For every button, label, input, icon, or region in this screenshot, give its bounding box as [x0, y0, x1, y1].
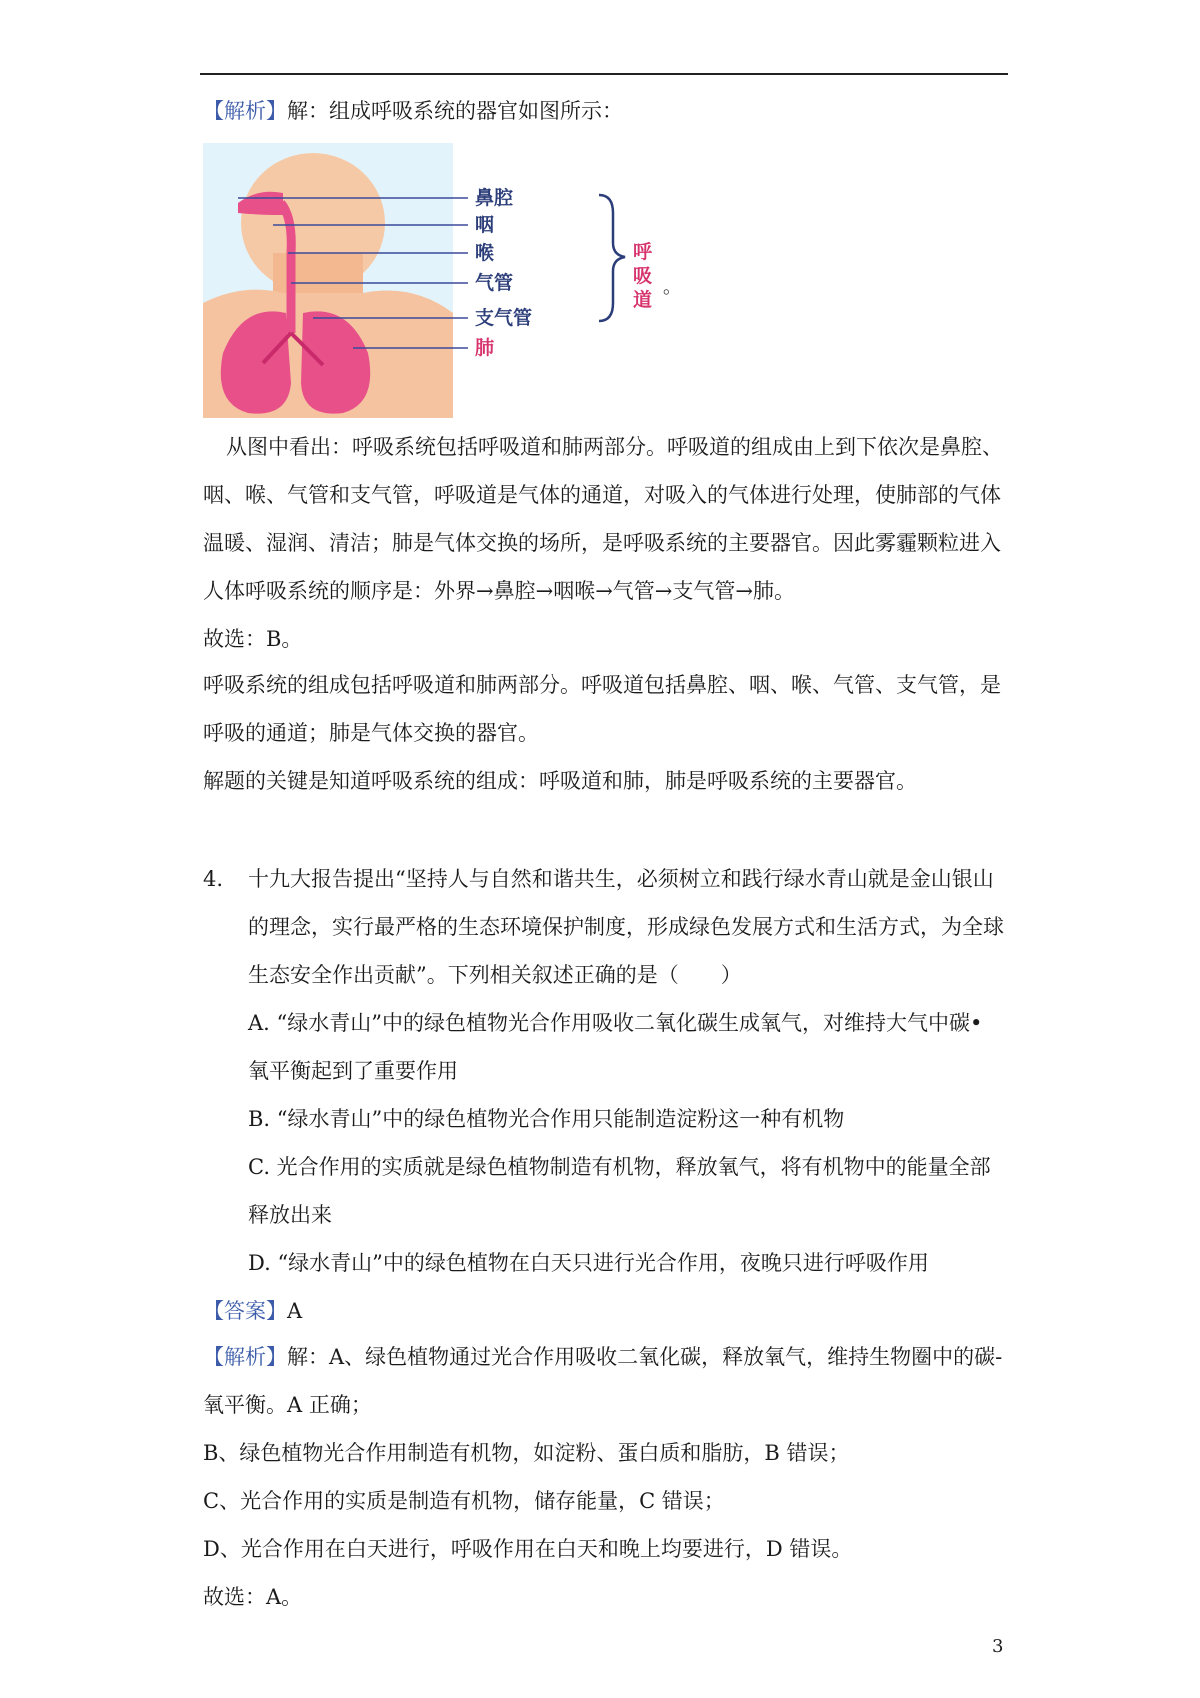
figure-label-bronchus: 支气管 [475, 307, 533, 329]
respiratory-system-figure [203, 143, 681, 418]
figure-trailing-period: 。 [663, 277, 681, 298]
answer-tag: 【答案】 [203, 1299, 287, 1323]
header-rule [200, 73, 1008, 75]
analysis2-line: D、光合作用在白天进行，呼吸作用在白天和晚上均要进行，D 错误。 [203, 1537, 853, 1561]
analysis2-line: 氧平衡。A 正确； [203, 1393, 372, 1417]
answer-value: A [287, 1299, 303, 1323]
analysis2-tag: 【解析】 [203, 1345, 287, 1369]
option-a-continued: 氧平衡起到了重要作用 [248, 1059, 458, 1083]
paragraph-line: 人体呼吸系统的顺序是：外界→鼻腔→咽喉→气管→支气管→肺。 [203, 579, 795, 603]
figure-label-nasal: 鼻腔 [475, 187, 514, 209]
question-stem-line: 生态安全作出贡献”。下列相关叙述正确的是（ ） [248, 963, 742, 987]
summary-line: 呼吸系统的组成包括呼吸道和肺两部分。呼吸道包括鼻腔、咽、喉、气管、支气管，是 [203, 673, 1001, 697]
page-number: 3 [992, 1636, 1004, 1657]
option-d: D. “绿水青山”中的绿色植物在白天只进行光合作用，夜晚只进行呼吸作用 [248, 1251, 929, 1275]
question-stem-line: 十九大报告提出“坚持人与自然和谐共生，必须树立和践行绿水青山就是金山银山 [248, 867, 994, 891]
nasal-cavity-shape [238, 192, 283, 215]
answer-line [203, 1296, 302, 1326]
figure-label-trachea: 气管 [475, 272, 514, 294]
analysis-tag: 【解析】 [203, 99, 287, 123]
analysis2-line: B、绿色植物光合作用制造有机物，如淀粉、蛋白质和脂肪，B 错误； [203, 1441, 850, 1465]
paragraph-line: 温暖、湿润、清洁；肺是气体交换的场所，是呼吸系统的主要器官。因此雾霾颗粒进入 [203, 531, 1001, 555]
figure-label-pharynx: 咽 [475, 214, 495, 236]
key-point-line: 解题的关键是知道呼吸系统的组成：呼吸道和肺，肺是呼吸系统的主要器官。 [203, 769, 917, 793]
figure-label-larynx: 喉 [475, 242, 495, 264]
option-c-continued: 释放出来 [248, 1203, 332, 1227]
figure-label-airway: 呼吸道 [633, 241, 653, 311]
paragraph-line: 咽、喉、气管和支气管，呼吸道是气体的通道，对吸入的气体进行处理，使肺部的气体 [203, 483, 1001, 507]
respiratory-illustration [203, 143, 661, 418]
brace-shape [599, 195, 625, 321]
analysis-text: 解：组成呼吸系统的器官如图所示： [287, 99, 623, 123]
option-b: B. “绿水青山”中的绿色植物光合作用只能制造淀粉这一种有机物 [248, 1107, 845, 1131]
question-number: 4. [203, 867, 224, 891]
option-a: A. “绿水青山”中的绿色植物光合作用吸收二氧化碳生成氧气，对维持大气中碳• [248, 1011, 983, 1035]
analysis-line [203, 96, 623, 126]
paragraph-line: 从图中看出：呼吸系统包括呼吸道和肺两部分。呼吸道的组成由上到下依次是鼻腔、 [226, 435, 1003, 459]
analysis2-line: 故选：A。 [203, 1585, 303, 1609]
option-c: C. 光合作用的实质就是绿色植物制造有机物，释放氧气，将有机物中的能量全部 [248, 1155, 991, 1179]
analysis2-line: C、光合作用的实质是制造有机物，储存能量，C 错误； [203, 1489, 725, 1513]
analysis2-line [203, 1342, 1002, 1372]
choice-line: 故选：B。 [203, 627, 303, 651]
analysis2-text: 解：A、绿色植物通过光合作用吸收二氧化碳，释放氧气，维持生物圈中的碳- [287, 1345, 1003, 1369]
question-stem-line: 的理念，实行最严格的生态环境保护制度，形成绿色发展方式和生活方式，为全球 [248, 915, 1004, 939]
summary-line: 呼吸的通道；肺是气体交换的器官。 [203, 721, 539, 745]
figure-label-lung: 肺 [475, 337, 495, 359]
